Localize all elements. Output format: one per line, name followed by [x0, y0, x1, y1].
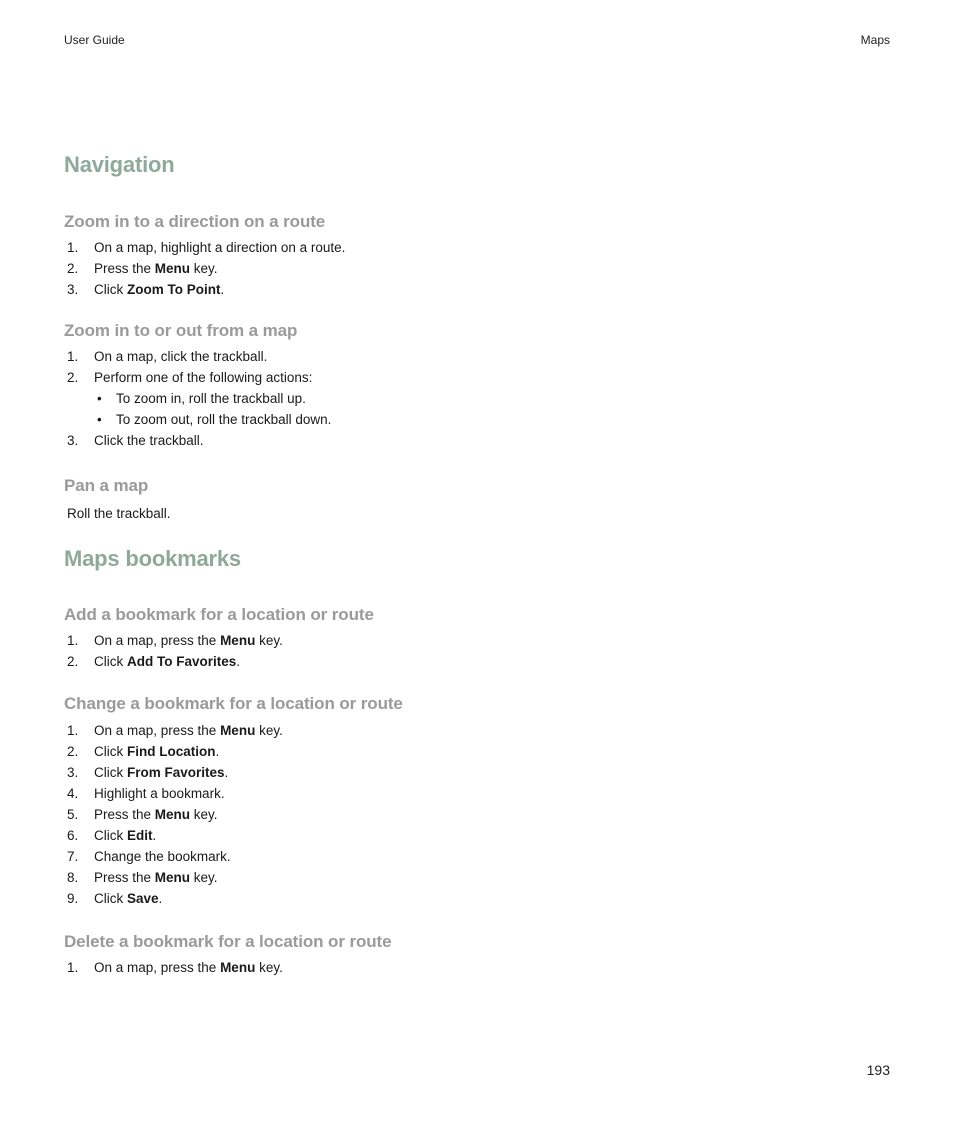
step-number: 2. [67, 744, 79, 759]
step-text: Press the [94, 807, 155, 822]
header-doc-title: User Guide [64, 33, 125, 47]
step-text-end: . [215, 744, 220, 759]
header-chapter: Maps [860, 33, 890, 47]
steps-zoom-map [64, 346, 890, 388]
page-header [64, 33, 890, 47]
step-keyword: Menu [154, 807, 191, 822]
step-number: 3. [67, 765, 79, 780]
steps-delete-bookmark [64, 957, 890, 978]
subsection-title-add-bookmark: Add a bookmark for a location or route [64, 605, 374, 624]
step-keyword: Edit [127, 828, 153, 843]
step-text-end: key. [255, 723, 283, 738]
list-item [64, 867, 890, 888]
list-item [64, 741, 890, 762]
list-item [64, 888, 890, 909]
step-keyword: Save [127, 891, 159, 906]
step-text: Perform one of the following actions: [94, 370, 313, 385]
step-number: 2. [67, 370, 79, 385]
list-item [64, 367, 890, 388]
step-text: Click [94, 765, 127, 780]
subsection-title-zoom-direction: Zoom in to a direction on a route [64, 212, 326, 231]
step-text: Click [94, 828, 127, 843]
bullet-item [64, 409, 890, 430]
steps-add-bookmark [64, 630, 890, 672]
page-content [64, 152, 890, 978]
list-item [64, 846, 890, 867]
list-item [64, 279, 890, 300]
step-number: 1. [67, 960, 79, 975]
step-text: Change the bookmark. [94, 849, 231, 864]
step-text: On a map, press the [94, 633, 221, 648]
bullet-icon: • [97, 412, 102, 427]
bullets-zoom-actions [64, 388, 890, 430]
step-number: 6. [67, 828, 79, 843]
step-text-end: . [220, 282, 225, 297]
list-item [64, 783, 890, 804]
steps-zoom-map-end [64, 430, 890, 451]
step-number: 2. [67, 654, 79, 669]
step-number: 4. [67, 786, 79, 801]
step-text-end: . [236, 654, 241, 669]
step-keyword: Zoom To Point [127, 282, 221, 297]
list-item [64, 346, 890, 367]
step-keyword: Menu [154, 261, 191, 276]
page-number: 193 [866, 1062, 890, 1078]
list-item [64, 430, 890, 451]
step-text: Highlight a bookmark. [94, 786, 225, 801]
step-text-end: key. [255, 633, 283, 648]
step-number: 8. [67, 870, 79, 885]
step-text: On a map, press the [94, 960, 221, 975]
step-text: Press the [94, 261, 155, 276]
subsection-title-change-bookmark: Change a bookmark for a location or route [64, 694, 403, 713]
step-text-end: key. [190, 261, 218, 276]
step-keyword: Menu [220, 960, 256, 975]
bullet-text: To zoom in, roll the trackball up. [116, 391, 306, 406]
list-item [64, 804, 890, 825]
step-text-end: key. [190, 870, 218, 885]
step-text: Click the trackball. [94, 433, 204, 448]
step-text: Click [94, 891, 127, 906]
step-keyword: Menu [220, 633, 256, 648]
subsection-title-delete-bookmark: Delete a bookmark for a location or route [64, 932, 392, 951]
step-text-end: key. [190, 807, 218, 822]
subsection-title-zoom-map: Zoom in to or out from a map [64, 321, 298, 340]
bullet-text: To zoom out, roll the trackball down. [116, 412, 332, 427]
step-number: 3. [67, 433, 79, 448]
list-item [64, 825, 890, 846]
steps-change-bookmark [64, 720, 890, 909]
section-title-navigation: Navigation [64, 152, 175, 177]
step-number: 3. [67, 282, 79, 297]
step-text: Click [94, 744, 127, 759]
list-item [64, 651, 890, 672]
step-keyword: Menu [154, 870, 191, 885]
step-number: 2. [67, 261, 79, 276]
step-number: 1. [67, 723, 79, 738]
subsection-title-pan-map: Pan a map [64, 476, 149, 495]
step-keyword: From Favorites [127, 765, 225, 780]
step-text: On a map, click the trackball. [94, 349, 268, 364]
bullet-item [64, 388, 890, 409]
list-item [64, 258, 890, 279]
step-text: Click [94, 654, 127, 669]
step-text-end: . [224, 765, 229, 780]
step-text: On a map, press the [94, 723, 221, 738]
step-text: On a map, highlight a direction on a route. [94, 240, 346, 255]
step-text-end: . [152, 828, 157, 843]
step-number: 1. [67, 349, 79, 364]
step-text: Press the [94, 870, 155, 885]
step-keyword: Add To Favorites [127, 654, 237, 669]
step-text: Click [94, 282, 127, 297]
list-item [64, 957, 890, 978]
section-title-maps-bookmarks: Maps bookmarks [64, 546, 241, 571]
step-number: 9. [67, 891, 79, 906]
step-keyword: Find Location [127, 744, 216, 759]
list-item [64, 762, 890, 783]
step-text-end: . [158, 891, 163, 906]
step-keyword: Menu [220, 723, 256, 738]
list-item [64, 720, 890, 741]
step-text-end: key. [255, 960, 283, 975]
list-item [64, 630, 890, 651]
step-number: 5. [67, 807, 79, 822]
step-number: 1. [67, 240, 79, 255]
steps-zoom-direction [64, 237, 890, 300]
step-number: 7. [67, 849, 79, 864]
bullet-icon: • [97, 391, 102, 406]
step-number: 1. [67, 633, 79, 648]
list-item [64, 237, 890, 258]
pan-map-text: Roll the trackball. [67, 506, 171, 521]
